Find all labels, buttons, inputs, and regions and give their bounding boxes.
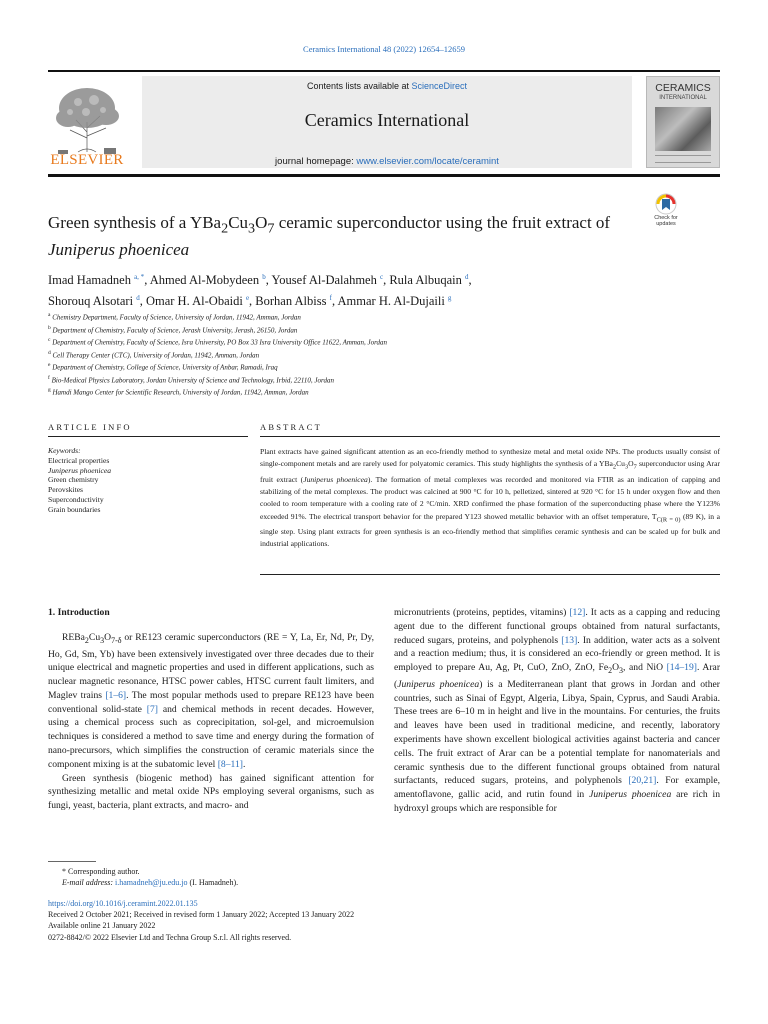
section-heading-introduction: 1. Introduction xyxy=(48,607,110,618)
reference-link[interactable]: [14–19] xyxy=(666,662,697,674)
author[interactable]: Borhan Albiss $^f$ xyxy=(255,294,332,309)
keyword: Superconductivity xyxy=(48,494,104,504)
copyright-line: 0272-8842/© 2022 Elsevier Ltd and Techna Group S.r.l. All rights reserved. xyxy=(48,932,292,942)
keywords-label: Keywords: xyxy=(48,446,81,455)
journal-homepage-link[interactable]: www.elsevier.com/locate/ceramint xyxy=(356,156,499,167)
masthead xyxy=(48,70,720,170)
contents-prefix: Contents lists available at xyxy=(306,81,412,91)
keywords-block xyxy=(48,446,248,515)
keyword: Green chemistry xyxy=(48,475,99,485)
affiliation: $^e$ Department of Chemistry, College of Science, University of Anbar, Ramadi, Iraq xyxy=(48,362,278,372)
homepage-prefix: journal homepage: xyxy=(275,156,357,167)
affiliation: $^g$ Hamdi Mango Center for Scientific Research, University of Jordan, 11942, Amman, Jordan xyxy=(48,387,309,397)
author[interactable]: Omar H. Al-Obaidi $^e$ xyxy=(145,294,250,309)
body-column-right xyxy=(394,606,720,816)
available-online-date: Available online 21 January 2022 xyxy=(48,921,156,931)
affiliation: $^d$ Cell Therapy Center (CTC), University of Jordan, 11942, Amman, Jordan xyxy=(48,349,260,359)
intro-paragraph-1: $REBa_2Cu_3O_{7-\delta}$ or RE123 ceramic superconductors (RE = Y, La, Er, Nd, Pr, Dy, Ho, Gd, Sm, Yb) have been extensively investigated over three decades due to their unique electrical and magnetic properties and used in different applications, such as nuclear magnetic resonance, HTSC power cables, HTSC current fault limiters, and Maglev trains [1–6]. The most popular methods used to prepare RE123 have been conventional solid-state [7] and chemical methods in recent decades. However, using a chemical process such as coprecipitation, sol-gel, and microemulsion techniques is considered a method to save time and energy during the formation of nano-precursors, which simplifies the construction of ceramic materials since the component mixing is at the subatomic level [8–11]. xyxy=(48,631,374,770)
publication-info xyxy=(48,898,720,943)
abstract-rule xyxy=(260,436,720,437)
homepage-line xyxy=(142,156,632,167)
email-link[interactable]: i.hamadneh@ju.edu.jo xyxy=(115,878,188,888)
article-info-heading: ARTICLE INFO xyxy=(48,422,132,432)
cover-lines xyxy=(655,155,711,163)
doi-link[interactable]: https://doi.org/10.1016/j.ceramint.2022.01.135 xyxy=(48,899,198,908)
keyword: Grain boundaries xyxy=(48,504,101,514)
body-column-left xyxy=(48,606,374,813)
journal-cover[interactable] xyxy=(646,76,720,168)
reference-link[interactable]: [20,21] xyxy=(628,775,657,787)
reference-link[interactable]: [8–11] xyxy=(217,758,243,770)
author[interactable]: Rula Albuqain $^d$ xyxy=(389,273,469,288)
author[interactable]: Shorouq Alsotari $^d$ xyxy=(48,294,140,309)
check-for-updates-icon xyxy=(655,193,677,215)
intro-paragraph-2-continued: micronutrients (proteins, peptides, vitamins) [12]. It acts as a capping and reducing agent due to the different functional groups obtained from natural surfactants, reduced sugars, proteins, and polyphenols [13]. In addition, water acts as a solvent and a reaction medium; thus, it is considered an eco-friendly or green method. It is employed to prepare Au, Ag, Pt, CuO, ZnO, ZnO, $Fe_2O_3$, and NiO [14–19]. Arar (Juniperus phoenicea) is a Mediterranean plant that grows in Jordan and other countries, such as Sinai of Egypt, Algeria, Libya, Spain, Cyprus, and Saudi Arabia. These trees are 6–10 m in height and live in the mountains. For centuries, the fruits and leaves have been used in traditional medicine, and recently, laboratory experiments have shown excellent biological activities against bacteria and cancer cells. The fruit extract of Arar can be a potential template for nanomaterials and ceramic synthesis due to the different functional groups obtained from natural surfactants, reduced sugars, proteins, and polyphenols [20,21]. For example, amentoflavone, gallic acid, and rutin found in Juniperus phoenicea are rich in hydroxyl groups which are responsible for xyxy=(394,607,721,815)
author-list: Imad Hamadneh $^{a, *}$, Ahmed Al-Mobydeen $^b$, Yousef Al-Dalahmeh $^c$, Rula Albuqain $^d$, Shorouq Alsotari $^d$, Omar H. Al-Obaidi $^e$, Borhan Albiss $^f$, Ammar H. Al-Dujaili $^g$ xyxy=(48,273,472,309)
contents-line xyxy=(142,81,632,91)
affiliation: $^f$ Bio-Medical Physics Laboratory, Jordan University of Science and Technology, Irbid, 22110, Jordan xyxy=(48,374,334,384)
keyword: Perovskites xyxy=(48,485,84,495)
article-title: Green synthesis of a $YBa_2Cu_3O_7$ ceramic superconductor using the fruit extract of Juniperus phoenicea xyxy=(48,213,611,260)
affiliations xyxy=(48,310,718,398)
reference-link[interactable]: [7] xyxy=(146,703,158,715)
elsevier-logo-text[interactable]: ELSEVIER xyxy=(50,152,124,168)
cover-title: CERAMICS xyxy=(655,82,711,94)
abstract-text: Plant extracts have gained significant attention as an eco-friendly method to synthesize metal and metal oxide NPs. The products usually consist of single-component metals and are rarely used for polyatomic ceramics. This study highlights the synthesis of a $YBa_2Cu_3O_7$ superconductor using Arar fruit extract (Juniperus phoenicea). The formation of metal complexes was recorded and monitored via FTIR as an indication of capping and stabilizing of the metal complexes. The product was calcined at 900 °C for 10 h, pelletized, sintered at 920 °C for 15 h under oxygen flow and then cooled to room temperature with a cooling rate of 2 °C/min. XRD confirmed the phase formation of the superconducting phase where the Y123% exceeded 91%. The electrical transport behavior for the prepared Y123 showed metallic behavior with an offset temperature, $T_{C(R = 0)}$ (89 K), in a single step. Using plant extracts for green synthesis is an eco-friendly method that simplifies ceramic synthesis and can be scaled up for bulk and industrial applications. xyxy=(260,447,720,549)
keyword: Juniperus phoenicea xyxy=(48,465,112,475)
reference-link[interactable]: [13] xyxy=(561,634,578,646)
abstract-heading: ABSTRACT xyxy=(260,422,322,432)
journal-citation[interactable]: Ceramics International 48 (2022) 12654–12659 xyxy=(303,44,465,54)
cover-subtitle: INTERNATIONAL xyxy=(659,95,707,101)
author[interactable]: Imad Hamadneh $^{a, *}$ xyxy=(48,273,145,288)
corresponding-author-note: * Corresponding author. xyxy=(62,867,140,876)
check-for-updates-button[interactable] xyxy=(647,193,685,233)
footnotes xyxy=(48,866,720,889)
author[interactable]: Ahmed Al-Mobydeen $^b$ xyxy=(149,273,266,288)
intro-paragraph-2: Green synthesis (biogenic method) has gained significant attention for synthesizing metallic and metal oxide NPs employing several organisms, such as fungi, yeast, bacteria, plant extracts, and macro- and xyxy=(48,772,374,812)
affiliation: $^c$ Department of Chemistry, Faculty of Science, Isra University, PO Box 33 Isra University Office 11622, Amman, Jordan xyxy=(48,337,388,347)
abstract-bottom-rule xyxy=(260,574,720,575)
author[interactable]: Ammar H. Al-Dujaili $^g$ xyxy=(337,294,452,309)
footnote-rule xyxy=(48,861,96,862)
masthead-center xyxy=(142,76,632,168)
keyword: Electrical properties xyxy=(48,455,110,465)
reference-link[interactable]: [1–6] xyxy=(105,689,127,701)
author[interactable]: Yousef Al-Dalahmeh $^c$ xyxy=(271,273,384,288)
reference-link[interactable]: [12] xyxy=(569,607,586,618)
received-dates: Received 2 October 2021; Received in revised form 1 January 2022; Accepted 13 January 2022 xyxy=(48,910,355,920)
journal-title[interactable]: Ceramics International xyxy=(304,110,470,130)
email-note: E-mail address: i.hamadneh@ju.edu.jo (I. Hamadneh). xyxy=(62,878,239,888)
masthead-rule xyxy=(48,174,720,177)
affiliation: $^b$ Department of Chemistry, Faculty of Science, Jerash University, Jerash, 26150, Jordan xyxy=(48,324,298,334)
article-info-rule xyxy=(48,436,248,437)
cover-image xyxy=(655,107,711,151)
check-for-updates-label: Check for updates xyxy=(654,215,678,227)
affiliation: $^a$ Chemistry Department, Faculty of Science, University of Jordan, 11942, Amman, Jordan xyxy=(48,312,301,322)
sciencedirect-link[interactable]: ScienceDirect xyxy=(411,81,468,91)
